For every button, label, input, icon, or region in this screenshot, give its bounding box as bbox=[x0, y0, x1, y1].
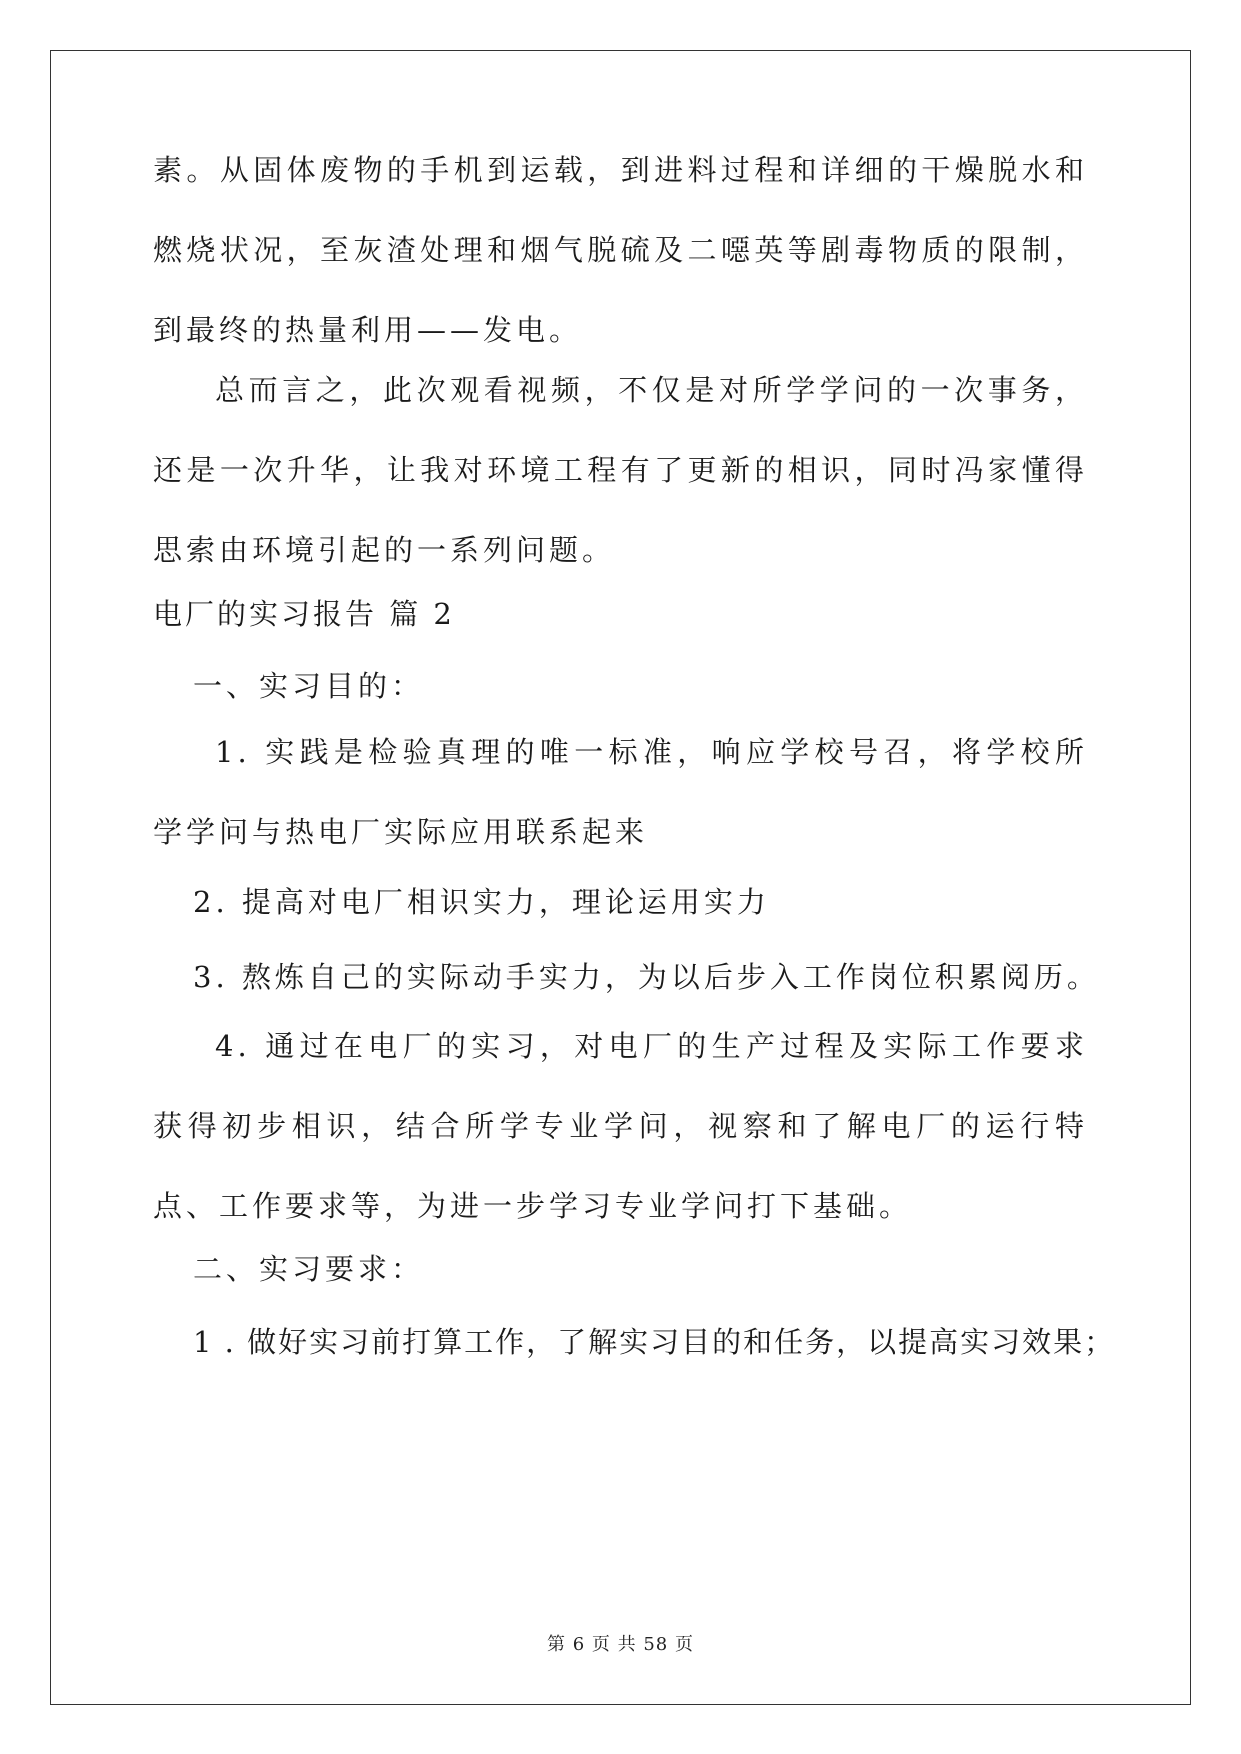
subsection-title-requirements: 二、实习要求： bbox=[193, 1252, 425, 1286]
page-footer: 第 6 页 共 58 页 bbox=[547, 1634, 694, 1655]
list-item-4: 4. 通过在电厂的实习，对电厂的生产过程及实际工作要求获得初步相识，结合所学专业学问，视察和了解电厂的运行特点、工作要求等，为进一步学习专业学问打下基础。 bbox=[153, 1029, 1088, 1223]
paragraph-summary: 总而言之，此次观看视频，不仅是对所学学问的一次事务，还是一次升华，让我对环境工程有了更新的相识，同时冯家懂得思索由环境引起的一系列问题。 bbox=[153, 373, 1088, 567]
section-heading: 电厂的实习报告 篇 2 bbox=[153, 597, 455, 631]
subsection-title-purpose: 一、实习目的： bbox=[193, 669, 425, 703]
paragraph-continuation: 素。从固体废物的手机到运载，到进料过程和详细的干燥脱水和燃烧状况，至灰渣处理和烟气脱硫及二噁英等剧毒物质的限制，到最终的热量利用——发电。 bbox=[153, 153, 1088, 347]
requirement-item-1: 1 . 做好实习前打算工作，了解实习目的和任务，以提高实习效果； bbox=[193, 1325, 1116, 1359]
list-item-3: 3. 熬炼自己的实际动手实力，为以后步入工作岗位积累阅历。 bbox=[193, 960, 1100, 994]
list-item-2: 2. 提高对电厂相识实力，理论运用实力 bbox=[193, 885, 770, 919]
list-item-1: 1. 实践是检验真理的唯一标准，响应学校号召，将学校所学学问与热电厂实际应用联系起来 bbox=[153, 735, 1088, 849]
